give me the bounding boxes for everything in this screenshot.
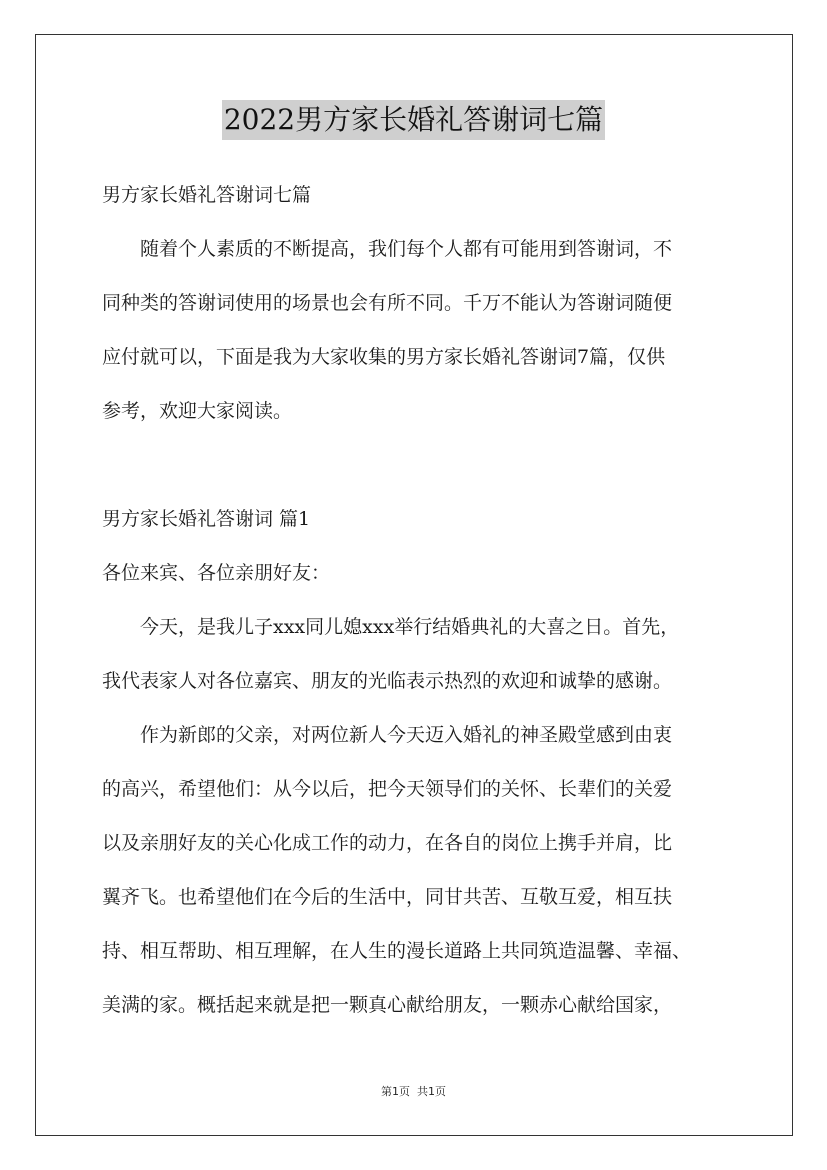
doc-line-para3: 作为新郎的父亲，对两位新人今天迈入婚礼的神圣殿堂感到由衷	[140, 724, 673, 746]
doc-line: 以及亲朋好友的关心化成工作的动力，在各自的岗位上携手并肩，比	[102, 832, 673, 854]
doc-line: 我代表家人对各位嘉宾、朋友的光临表示热烈的欢迎和诚挚的感谢。	[102, 670, 673, 692]
doc-line-section-heading: 男方家长婚礼答谢词 篇1	[102, 508, 311, 530]
document-title: 2022男方家长婚礼答谢词七篇	[222, 100, 605, 140]
doc-line-salutation: 各位来宾、各位亲朋好友：	[102, 562, 331, 584]
doc-line: 同种类的答谢词使用的场景也会有所不同。千万不能认为答谢词随便	[102, 292, 673, 314]
doc-line: 持、相互帮助、相互理解，在人生的漫长道路上共同筑造温馨、幸福、	[102, 940, 692, 962]
doc-line-para1: 随着个人素质的不断提高，我们每个人都有可能用到答谢词，不	[140, 238, 673, 260]
title-container	[0, 100, 827, 140]
doc-line: 翼齐飞。也希望他们在今后的生活中，同甘共苦、互敬互爱，相互扶	[102, 886, 673, 908]
doc-line: 参考，欢迎大家阅读。	[102, 400, 293, 422]
doc-line-heading: 男方家长婚礼答谢词七篇	[102, 184, 312, 206]
page-footer	[0, 1083, 827, 1099]
doc-line: 应付就可以，下面是我为大家收集的男方家长婚礼答谢词7篇，仅供	[102, 346, 666, 368]
doc-line: 美满的家。概括起来就是把一颗真心献给朋友，一颗赤心献给国家，	[102, 994, 673, 1016]
doc-line: 的高兴，希望他们：从今以后，把今天领导们的关怀、长辈们的关爱	[102, 778, 673, 800]
page-number: 第1页 共1页	[381, 1085, 446, 1098]
doc-line-para2: 今天，是我儿子xxx同儿媳xxx举行结婚典礼的大喜之日。首先，	[140, 616, 680, 638]
